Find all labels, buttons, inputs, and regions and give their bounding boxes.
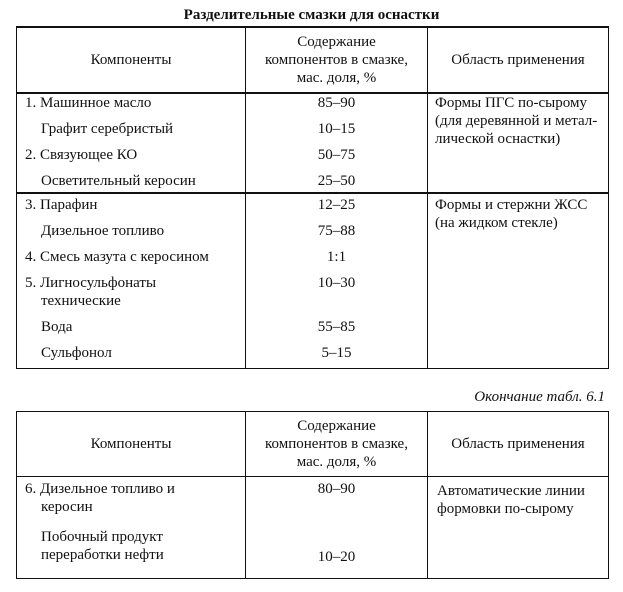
lubricants-table-continued xyxy=(16,411,609,579)
content-cell: 10–20 xyxy=(317,549,356,565)
component-cell: 2. Связующее КО xyxy=(25,147,138,163)
continuation-label: Окончание табл. 6.1 xyxy=(474,389,605,405)
content-cell: 55–85 xyxy=(317,319,356,335)
application-cell: Формы ПГС по-сырому (для деревянной и метал- лической оснастки) xyxy=(435,95,598,147)
component-cell: 6. Дизельное топливо и керосин xyxy=(25,481,175,515)
component-cell: 1. Машинное масло xyxy=(25,95,152,111)
component-cell: 3. Парафин xyxy=(25,197,98,213)
header-components: Компоненты xyxy=(90,436,172,452)
component-cell: Побочный продукт переработки нефти xyxy=(41,529,164,563)
component-cell: 5. Лигносульфонаты технические xyxy=(25,275,157,309)
content-cell: 75–88 xyxy=(317,223,356,239)
header-application: Область применения xyxy=(451,436,585,452)
content-cell: 80–90 xyxy=(317,481,356,497)
component-cell: Дизельное топливо xyxy=(41,223,165,239)
content-cell: 1:1 xyxy=(326,249,347,265)
content-cell: 25–50 xyxy=(317,173,356,189)
component-cell: Осветительный керосин xyxy=(41,173,196,189)
header-divider xyxy=(17,476,608,477)
content-cell: 12–25 xyxy=(317,197,356,213)
component-cell: 4. Смесь мазута с керосином xyxy=(25,249,209,265)
content-cell: 5–15 xyxy=(321,345,352,361)
component-cell: Сульфонол xyxy=(41,345,112,361)
content-cell: 50–75 xyxy=(317,147,356,163)
content-cell: 10–30 xyxy=(317,275,356,291)
application-cell: Формы и стержни ЖСС (на жидком стекле) xyxy=(435,197,588,231)
table-title: Разделительные смазки для оснастки xyxy=(183,7,440,23)
header-application: Область применения xyxy=(451,52,585,68)
content-cell: 85–90 xyxy=(317,95,356,111)
lubricants-table xyxy=(16,26,609,369)
component-cell: Графит серебристый xyxy=(41,121,174,137)
application-cell: Автоматические линии формовки по-сырому xyxy=(437,483,585,517)
content-cell: 10–15 xyxy=(317,121,356,137)
header-components: Компоненты xyxy=(90,52,172,68)
component-cell: Вода xyxy=(41,319,73,335)
header-content: Содержание компонентов в смазке, мас. доля, % xyxy=(265,418,408,470)
header-content: Содержание компонентов в смазке, мас. доля, % xyxy=(265,34,408,86)
group-divider xyxy=(17,192,608,194)
